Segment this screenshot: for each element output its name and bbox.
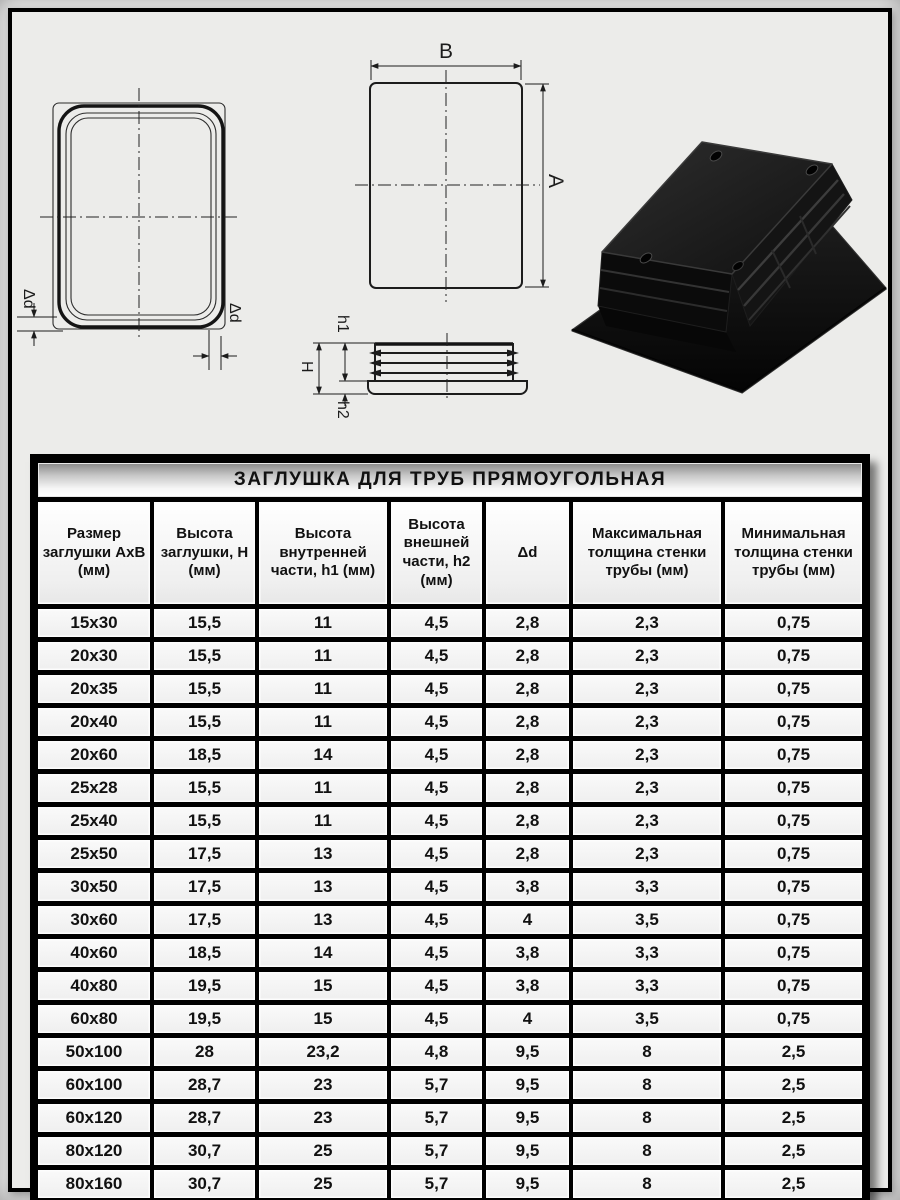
- table-row: [37, 641, 863, 671]
- table-cell: 60x120: [37, 1103, 151, 1133]
- table-cell: 80x160: [37, 1169, 151, 1199]
- table-row: [37, 608, 863, 638]
- table-cell: 15,5: [153, 806, 256, 836]
- table-row: [37, 773, 863, 803]
- table-cell: 50x100: [37, 1037, 151, 1067]
- product-photo: [572, 142, 886, 392]
- table-cell: 8: [572, 1037, 722, 1067]
- table-cell: 4,5: [390, 839, 483, 869]
- table-cell: 18,5: [153, 740, 256, 770]
- column-header-1: Высота заглушки, Н (мм): [153, 501, 256, 605]
- table-cell: 11: [258, 773, 388, 803]
- table-cell: 25: [258, 1169, 388, 1199]
- table-cell: 0,75: [724, 872, 863, 902]
- table-cell: 9,5: [485, 1070, 570, 1100]
- table-cell: 8: [572, 1169, 722, 1199]
- delta-d-dimension-left: [17, 289, 63, 346]
- a-dimension: [525, 84, 567, 287]
- table-cell: 0,75: [724, 938, 863, 968]
- top-view-drawing: [355, 40, 567, 302]
- spec-table-body: [37, 608, 863, 1199]
- table-cell: 0,75: [724, 971, 863, 1001]
- dim-label-h2: h2: [334, 401, 351, 419]
- table-cell: 2,5: [724, 1103, 863, 1133]
- table-cell: 2,3: [572, 773, 722, 803]
- table-cell: 2,8: [485, 806, 570, 836]
- dim-label-h1: h1: [334, 315, 351, 333]
- table-cell: 25: [258, 1136, 388, 1166]
- table-cell: 23: [258, 1103, 388, 1133]
- table-cell: 20x60: [37, 740, 151, 770]
- table-cell: 2,8: [485, 608, 570, 638]
- column-header-5: Максимальная толщина стенки трубы (мм): [572, 501, 722, 605]
- table-cell: 19,5: [153, 1004, 256, 1034]
- table-cell: 4,5: [390, 938, 483, 968]
- table-cell: 40x80: [37, 971, 151, 1001]
- table-cell: 4,5: [390, 641, 483, 671]
- table-row: [37, 740, 863, 770]
- table-cell: 30,7: [153, 1136, 256, 1166]
- table-cell: 28: [153, 1037, 256, 1067]
- table-cell: 15: [258, 971, 388, 1001]
- table-cell: 30x60: [37, 905, 151, 935]
- table-cell: 9,5: [485, 1169, 570, 1199]
- table-cell: 3,8: [485, 971, 570, 1001]
- table-cell: 4,5: [390, 806, 483, 836]
- table-cell: 20x35: [37, 674, 151, 704]
- h1-dimension: [334, 315, 368, 381]
- table-cell: 15,5: [153, 608, 256, 638]
- table-cell: 4,5: [390, 707, 483, 737]
- dim-label-delta-d-right: Δd: [226, 303, 243, 323]
- table-cell: 13: [258, 905, 388, 935]
- table-cell: 9,5: [485, 1037, 570, 1067]
- table-cell: 13: [258, 839, 388, 869]
- table-row: [37, 1004, 863, 1034]
- column-header-4: Δd: [485, 501, 570, 605]
- table-cell: 2,8: [485, 740, 570, 770]
- dim-label-delta-d-left: Δd: [20, 289, 37, 309]
- table-cell: 30x50: [37, 872, 151, 902]
- table-cell: 4,5: [390, 1004, 483, 1034]
- table-cell: 3,8: [485, 872, 570, 902]
- table-cell: 0,75: [724, 740, 863, 770]
- table-cell: 2,3: [572, 839, 722, 869]
- table-cell: 4: [485, 905, 570, 935]
- table-row: [37, 971, 863, 1001]
- table-cell: 2,8: [485, 707, 570, 737]
- image-frame: [8, 8, 892, 1192]
- table-cell: 4,5: [390, 971, 483, 1001]
- dim-label-a: A: [544, 174, 567, 189]
- table-cell: 2,5: [724, 1070, 863, 1100]
- table-cell: 20x40: [37, 707, 151, 737]
- table-cell: 17,5: [153, 872, 256, 902]
- table-cell: 8: [572, 1136, 722, 1166]
- table-cell: 17,5: [153, 905, 256, 935]
- table-cell: 2,3: [572, 641, 722, 671]
- profile-view-drawing: [298, 315, 527, 419]
- table-cell: 4,5: [390, 608, 483, 638]
- table-row: [37, 1136, 863, 1166]
- table-cell: 25x50: [37, 839, 151, 869]
- table-cell: 80x120: [37, 1136, 151, 1166]
- front-view-drawing: [17, 88, 243, 370]
- table-cell: 0,75: [724, 641, 863, 671]
- table-cell: 3,3: [572, 938, 722, 968]
- table-cell: 15,5: [153, 773, 256, 803]
- table-cell: 28,7: [153, 1070, 256, 1100]
- table-cell: 2,5: [724, 1037, 863, 1067]
- table-row: [37, 839, 863, 869]
- technical-drawings: [12, 12, 888, 450]
- table-cell: 2,8: [485, 641, 570, 671]
- table-cell: 25x28: [37, 773, 151, 803]
- table-cell: 2,3: [572, 674, 722, 704]
- delta-d-dimension-right: [193, 303, 243, 370]
- table-cell: 4,5: [390, 872, 483, 902]
- table-cell: 23,2: [258, 1037, 388, 1067]
- table-cell: 11: [258, 707, 388, 737]
- dim-label-h: H: [298, 361, 315, 373]
- table-cell: 14: [258, 740, 388, 770]
- h-dimension: [298, 343, 375, 394]
- spec-table: [30, 454, 870, 1200]
- table-cell: 28,7: [153, 1103, 256, 1133]
- table-cell: 14: [258, 938, 388, 968]
- table-cell: 2,5: [724, 1169, 863, 1199]
- table-cell: 2,3: [572, 608, 722, 638]
- column-header-2: Высота внутренней части, h1 (мм): [258, 501, 388, 605]
- table-cell: 5,7: [390, 1070, 483, 1100]
- table-cell: 13: [258, 872, 388, 902]
- table-row: [37, 872, 863, 902]
- table-cell: 0,75: [724, 806, 863, 836]
- table-cell: 17,5: [153, 839, 256, 869]
- table-cell: 3,5: [572, 1004, 722, 1034]
- table-row: [37, 674, 863, 704]
- table-row: [37, 1169, 863, 1199]
- table-cell: 5,7: [390, 1103, 483, 1133]
- table-cell: 3,3: [572, 872, 722, 902]
- table-cell: 2,3: [572, 806, 722, 836]
- table-header-row: [37, 501, 863, 605]
- table-cell: 3,3: [572, 971, 722, 1001]
- table-cell: 2,3: [572, 707, 722, 737]
- table-cell: 15,5: [153, 707, 256, 737]
- table-cell: 0,75: [724, 905, 863, 935]
- table-cell: 2,8: [485, 839, 570, 869]
- table-row: [37, 806, 863, 836]
- table-cell: 4,5: [390, 740, 483, 770]
- table-cell: 4,5: [390, 905, 483, 935]
- table-cell: 4,8: [390, 1037, 483, 1067]
- table-row: [37, 707, 863, 737]
- table-cell: 0,75: [724, 707, 863, 737]
- table-row: [37, 905, 863, 935]
- table-cell: 20x30: [37, 641, 151, 671]
- table-cell: 2,3: [572, 740, 722, 770]
- table-cell: 9,5: [485, 1103, 570, 1133]
- column-header-3: Высота внешней части, h2 (мм): [390, 501, 483, 605]
- table-cell: 15x30: [37, 608, 151, 638]
- table-cell: 8: [572, 1103, 722, 1133]
- table-row: [37, 938, 863, 968]
- table-cell: 4: [485, 1004, 570, 1034]
- table-cell: 11: [258, 806, 388, 836]
- table-cell: 60x100: [37, 1070, 151, 1100]
- table-cell: 0,75: [724, 1004, 863, 1034]
- table-cell: 3,8: [485, 938, 570, 968]
- table-cell: 19,5: [153, 971, 256, 1001]
- dim-label-b: B: [438, 40, 454, 63]
- table-cell: 40x60: [37, 938, 151, 968]
- table-cell: 23: [258, 1070, 388, 1100]
- table-row: [37, 1037, 863, 1067]
- column-header-6: Минимальная толщина стенки трубы (мм): [724, 501, 863, 605]
- table-cell: 0,75: [724, 674, 863, 704]
- table-cell: 2,5: [724, 1136, 863, 1166]
- table-cell: 15: [258, 1004, 388, 1034]
- table-cell: 11: [258, 641, 388, 671]
- table-cell: 4,5: [390, 773, 483, 803]
- table-cell: 8: [572, 1070, 722, 1100]
- table-cell: 60x80: [37, 1004, 151, 1034]
- table-cell: 15,5: [153, 674, 256, 704]
- table-title: ЗАГЛУШКА ДЛЯ ТРУБ ПРЯМОУГОЛЬНАЯ: [37, 462, 863, 498]
- table-cell: 0,75: [724, 608, 863, 638]
- table-cell: 9,5: [485, 1136, 570, 1166]
- table-cell: 5,7: [390, 1136, 483, 1166]
- table-cell: 2,8: [485, 773, 570, 803]
- table-cell: 0,75: [724, 773, 863, 803]
- column-header-0: Размер заглушки АхВ (мм): [37, 501, 151, 605]
- profile-ribs: [369, 350, 519, 377]
- table-cell: 4,5: [390, 674, 483, 704]
- table-cell: 5,7: [390, 1169, 483, 1199]
- table-title-row: [37, 462, 863, 498]
- table-cell: 3,5: [572, 905, 722, 935]
- table-cell: 0,75: [724, 839, 863, 869]
- table-row: [37, 1103, 863, 1133]
- table-cell: 15,5: [153, 641, 256, 671]
- table-cell: 11: [258, 608, 388, 638]
- table-row: [37, 1070, 863, 1100]
- table-cell: 2,8: [485, 674, 570, 704]
- table-cell: 30,7: [153, 1169, 256, 1199]
- table-cell: 18,5: [153, 938, 256, 968]
- table-cell: 25x40: [37, 806, 151, 836]
- table-cell: 11: [258, 674, 388, 704]
